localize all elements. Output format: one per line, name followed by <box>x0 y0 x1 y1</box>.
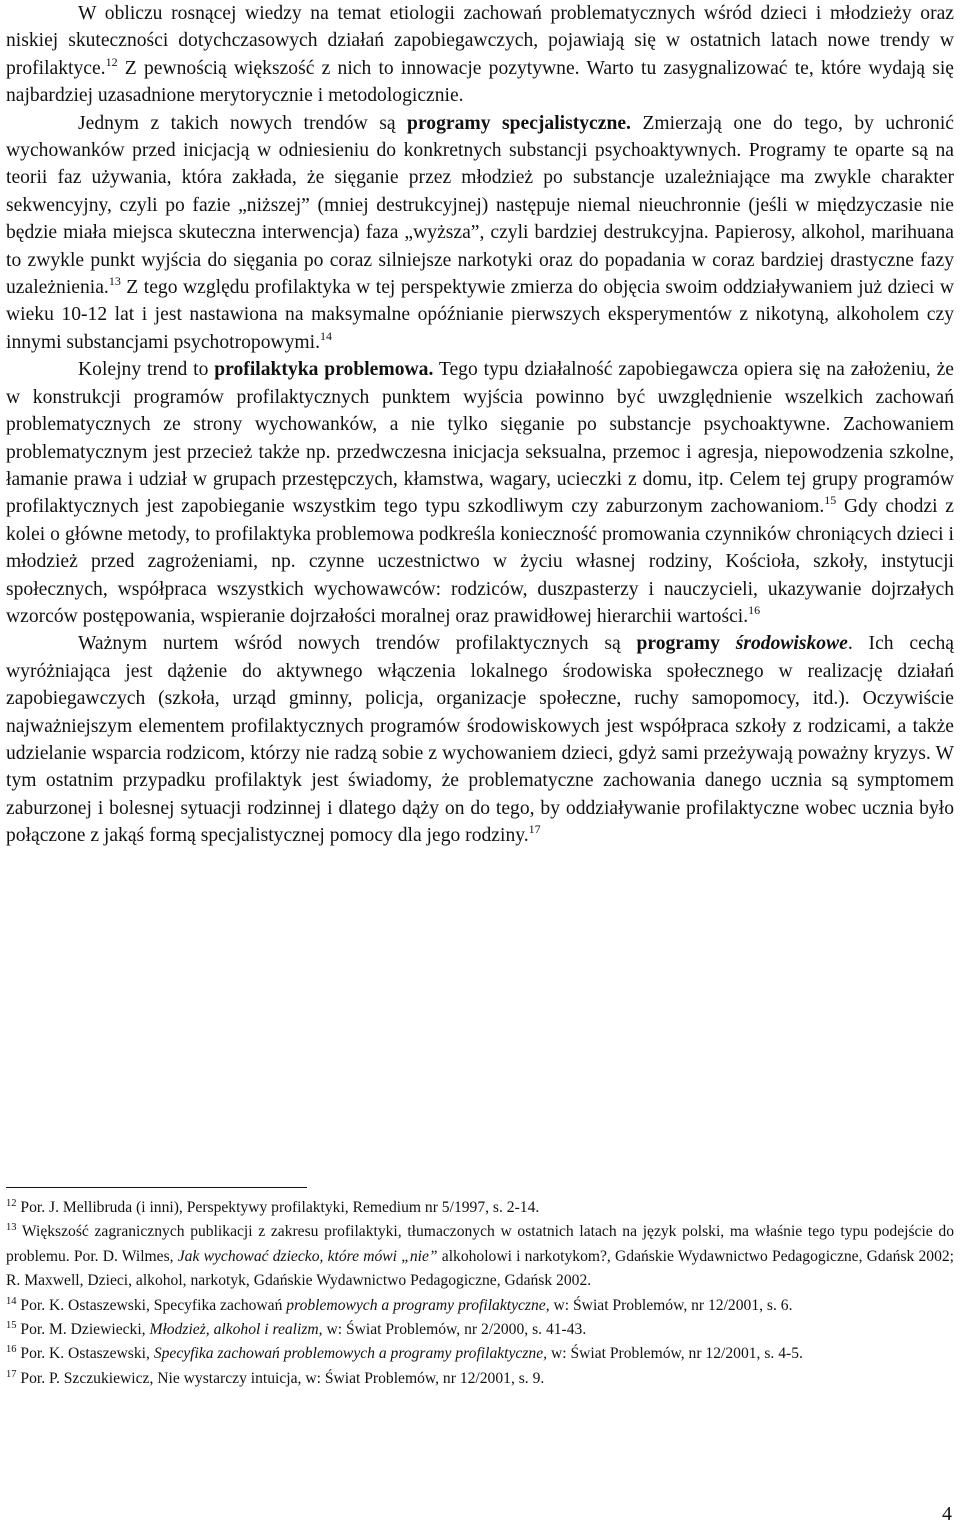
footnote-marker: 15 <box>824 493 837 508</box>
text-run: Kolejny trend to <box>78 359 215 381</box>
footnote-marker: 13 <box>6 1222 17 1234</box>
footnote <box>6 1367 954 1391</box>
text-run: alkoholowi i narkotykom?, Gdańskie Wydawnictwo Pedagogiczne, Gdańsk 2002; R. Maxwell, Dzieci, alkohol, narkotyk, Gdańskie Wydawnictwo Pedagogiczne, Gdańsk 2002. <box>6 1247 955 1290</box>
text-run: Por. P. Szczukiewicz, Nie wystarczy intuicja, w: Świat Problemów, nr 12/2001, s. 9. <box>16 1369 545 1387</box>
text-run: Por. M. Dziewiecki, <box>16 1321 150 1339</box>
paragraph <box>6 356 954 630</box>
footnote-marker: 17 <box>528 822 541 837</box>
emphasis-text: Młodzież, alkohol i realizm, <box>149 1321 323 1339</box>
text-run: Z tego względu profilaktyka w tej perspektywie zmierza do objęcia swoim oddziaływaniem już dzieci w wieku 10-12 lat i jest nastawiona na maksymalne opóźnianie pierwszych eksperymentów z nikotyną, alkoholem czy innymi substancjami psychotropowymi. <box>6 277 954 353</box>
emphasis-text: Specyfika zachowań problemowych a programy profilaktyczne, <box>153 1345 548 1363</box>
text-run: Większość zagranicznych publikacji z zakresu profilaktyki, tłumaczonych w ostatnich latach na język polski, ma właśnie tego typu podejście do problemu. Por. D. Wilmes, <box>6 1223 954 1265</box>
paragraph <box>6 630 954 849</box>
footnote-marker: 13 <box>108 274 121 289</box>
footnote-marker: 12 <box>105 54 118 69</box>
text-run: w: Świat Problemów, nr 12/2001, s. 4-5. <box>547 1345 803 1363</box>
footnote-marker: 12 <box>6 1198 17 1209</box>
page-number: 4 <box>942 1503 952 1525</box>
paragraph <box>6 0 954 110</box>
text-run: Tego typu działalność zapobiegawcza opiera się na założeniu, że w konstrukcji programów profilaktycznych punktem wyjścia powinno być uwzględnienie wszelkich zachowań problematycznych ze strony wychowanków, a nie tylko sięganie po substancje psychoaktywne. Zachowaniem problematycznym jest przecież także np. przedwczesna inicjacja seksualna, przemoc i agresja, niepowodzenia szkolne, łamanie prawa i udział w grupach przestępczych, kłamstwa, wagary, ucieczki z domu, itp. Celem tej grupy programów profilaktycznych jest zapobieganie wszystkim tego typu szkodliwym czy zaburzonym zachowaniom. <box>6 359 954 518</box>
text-run: w: Świat Problemów, nr 2/2000, s. 41-43. <box>322 1321 587 1339</box>
footnote-marker: 17 <box>6 1368 17 1380</box>
text-run: Jednym z takich nowych trendów są <box>78 112 408 134</box>
footnote <box>6 1318 954 1342</box>
footnote <box>6 1196 954 1220</box>
text-run: Por. K. Ostaszewski, <box>16 1345 154 1363</box>
footnote <box>6 1342 954 1366</box>
emphasis-text: programy specjalistyczne. <box>407 112 631 134</box>
text-run: Zmierzają one do tego, by uchronić wychowanków przed inicjacją w odniesieniu do konkretnych substancji psychoaktywnych. Programy te oparte są na teorii faz używania, która zakłada, że sięganie przez młodzież po substancje uzależniające ma zwykle charakter sekwencyjny, czyli po fazie „niższej” (mniej destrukcyjnej) następuje niemal nieuchronnie (jeśli w międzyczasie nie będzie miała miejsca skuteczna interwencja) faza „wyższa”, czyli bardziej destrukcyjna. Papierosy, alkohol, marihuana to zwykle punkt wyjścia do sięgania po coraz silniejsze narkotyki oraz do popadania w coraz bardziej drastyczne fazy uzależnienia. <box>6 112 954 299</box>
text-run: . Ich cechą wyróżniająca jest dążenie do aktywnego włączenia lokalnego środowiska społecznego w realizację działań zapobiegawczych (szkoła, urząd gminny, policja, organizacje społeczne, ruchy samopomocy, itd.). Oczywiście najważniejszym elementem profilaktycznych programów środowiskowych jest współpraca szkoły z rodzicami, a także udzielanie wsparcia rodzicom, którzy nie radzą sobie z wychowaniem dzieci, gdyż sami przeżywają poważny kryzys. W tym ostatnim przypadku profilaktyk jest świadomy, że problematyczne zachowania danego ucznia są symptomem zaburzonej i bolesnej sytuacji rodzinnej i dlatego dąży on do tego, by oddziaływanie profilaktyczne wobec ucznia było połączone z jakąś formą specjalistycznej pomocy dla jego rodziny. <box>6 633 954 847</box>
footnote-separator <box>6 1187 307 1188</box>
footnote <box>6 1294 954 1318</box>
text-run: W obliczu rosnącej wiedzy na temat etiologii zachowań problematycznych wśród dzieci i młodzieży oraz niskiej skuteczności dotychczasowych działań zapobiegawczych, pojawiają się w ostatnich latach nowe trendy w profilaktyce. <box>6 3 954 79</box>
text-run: Gdy chodzi z kolei o główne metody, to profilaktyka problemowa podkreśla konieczność promowania czynników chroniących dzieci i młodzież przed zagrożeniami, np. czynne uczestnictwo w życiu własnej rodziny, Kościoła, szkoły, instytucji społecznych, współpraca wszystkich wychowawców: rodziców, duszpasterzy i nauczycieli, ukazywanie dojrzałych wzorców postępowania, wspieranie dojrzałości moralnej oraz prawidłowej hierarchii wartości. <box>6 496 954 627</box>
footnote-marker: 15 <box>6 1320 17 1332</box>
text-run: Por. K. Ostaszewski, Specyfika zachowań <box>16 1296 287 1314</box>
main-text <box>6 0 954 850</box>
footnote <box>6 1220 954 1293</box>
emphasis-text: programy <box>636 633 736 655</box>
footnotes <box>6 1196 954 1391</box>
footnote-marker: 16 <box>6 1344 17 1356</box>
text-run: Z pewnością większość z nich to innowacje pozytywne. Warto tu zasygnalizować te, które wydają się najbardziej uzasadnione merytorycznie i metodologicznie. <box>6 57 954 107</box>
text-run: Por. J. Mellibruda (i inni), Perspektywy profilaktyki, Remedium nr 5/1997, s. 2-14. <box>16 1199 540 1216</box>
emphasis-text: profilaktyka problemowa. <box>214 359 434 381</box>
footnote-marker: 14 <box>6 1295 17 1307</box>
text-run: Ważnym nurtem wśród nowych trendów profilaktycznych są <box>78 633 637 655</box>
emphasis-text: problemowych a programy profilaktyczne <box>286 1296 546 1314</box>
emphasis-text: Jak wychować dziecko, które mówi „nie” <box>177 1247 442 1265</box>
text-run: , w: Świat Problemów, nr 12/2001, s. 6. <box>545 1296 793 1314</box>
footnote-marker: 14 <box>320 328 333 343</box>
emphasis-text: środowiskowe <box>735 633 848 655</box>
footnote-marker: 16 <box>748 602 761 617</box>
paragraph <box>6 110 954 357</box>
